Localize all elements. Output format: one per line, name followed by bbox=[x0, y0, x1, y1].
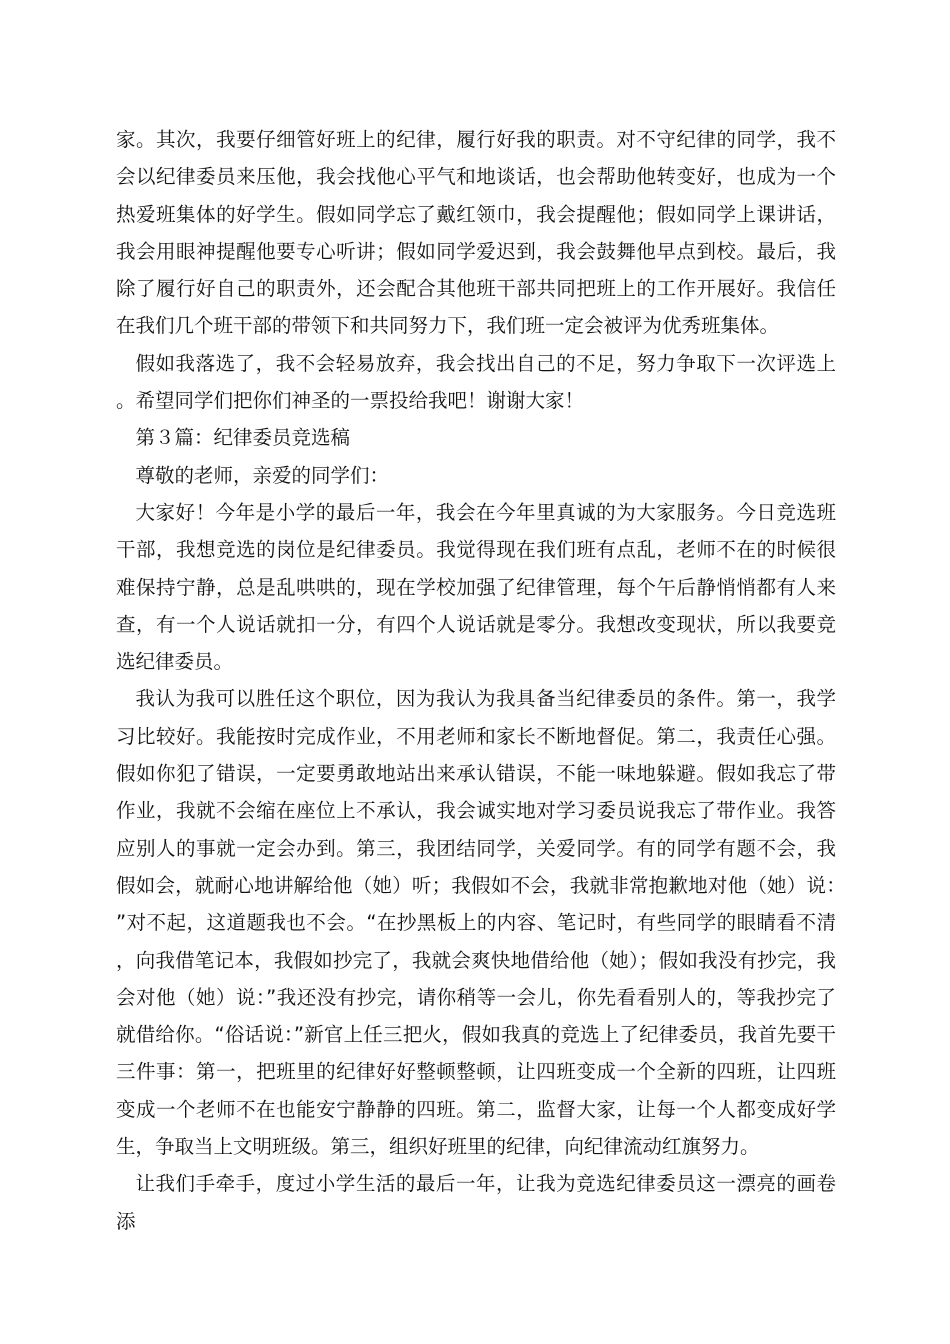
section-heading: 第３篇：纪律委员竞选稿 bbox=[135, 426, 351, 450]
salutation: 尊敬的老师，亲爱的同学们： bbox=[135, 463, 390, 487]
document-body bbox=[116, 121, 836, 1240]
paragraph-final: 让我们手牵手，度过小学生活的最后一年，让我为竞选纪律委员这一漂亮的画卷添 bbox=[116, 1172, 836, 1233]
paragraph-continuation: 家。其次，我要仔细管好班上的纪律，履行好我的职责。对不守纪律的同学，我不会以纪律委员来压他，我会找他心平气和地谈话，也会帮助他转变好，也成为一个热爱班集体的好学生。假如同学忘了戴红领巾，我会提醒他；假如同学上课讲话，我会用眼神提醒他要专心听讲；假如同学爱迟到，我会鼓舞他早点到校。最后，我除了履行好自己的职责外，还会配合其他班干部共同把班上的工作开展好。我信任在我们几个班干部的带领下和共同努力下，我们班一定会被评为优秀班集体。 bbox=[116, 128, 836, 338]
paragraph-closing: 假如我落选了，我不会轻易放弃，我会找出自己的不足，努力争取下一次评选上。希望同学们把你们神圣的一票投给我吧！谢谢大家！ bbox=[116, 351, 836, 413]
paragraph-intro: 大家好！今年是小学的最后一年，我会在今年里真诚的为大家服务。今日竞选班干部，我想竞选的岗位是纪律委员。我觉得现在我们班有点乱，老师不在的时候很难保持宁静，总是乱哄哄的，现在学校加强了纪律管理，每个午后静悄悄都有人来查，有一个人说话就扣一分，有四个人说话就是零分。我想改变现状，所以我要竞选纪律委员。 bbox=[116, 500, 836, 674]
paragraph-qualifications: 我认为我可以胜任这个职位，因为我认为我具备当纪律委员的条件。第一，我学习比较好。我能按时完成作业，不用老师和家长不断地督促。第二，我责任心强。假如你犯了错误，一定要勇敢地站出来承认错误，不能一味地躲避。假如我忘了带作业，我就不会缩在座位上不承认，我会诚实地对学习委员说我忘了带作业。我答应别人的事就一定会办到。第三，我团结同学，关爱同学。有的同学有题不会，我假如会，就耐心地讲解给他（她）听；我假如不会，我就非常抱歉地对他（她）说：”对不起，这道题我也不会。“在抄黑板上的内容、笔记时，有些同学的眼睛看不清，向我借笔记本，我假如抄完了，我就会爽快地借给他（她）；假如我没有抄完，我会对他（她）说：”我还没有抄完，请你稍等一会儿，你先看看别人的，等我抄完了就借给你。“俗话说：”新官上任三把火，假如我真的竞选上了纪律委员，我首先要干三件事：第一，把班里的纪律好好整顿整顿，让四班变成一个全新的四班，让四班变成一个老师不在也能安宁静静的四班。第二，监督大家，让每一个人都变成好学生，争取当上文明班级。第三，组织好班里的纪律，向纪律流动红旗努力。 bbox=[116, 687, 836, 1159]
